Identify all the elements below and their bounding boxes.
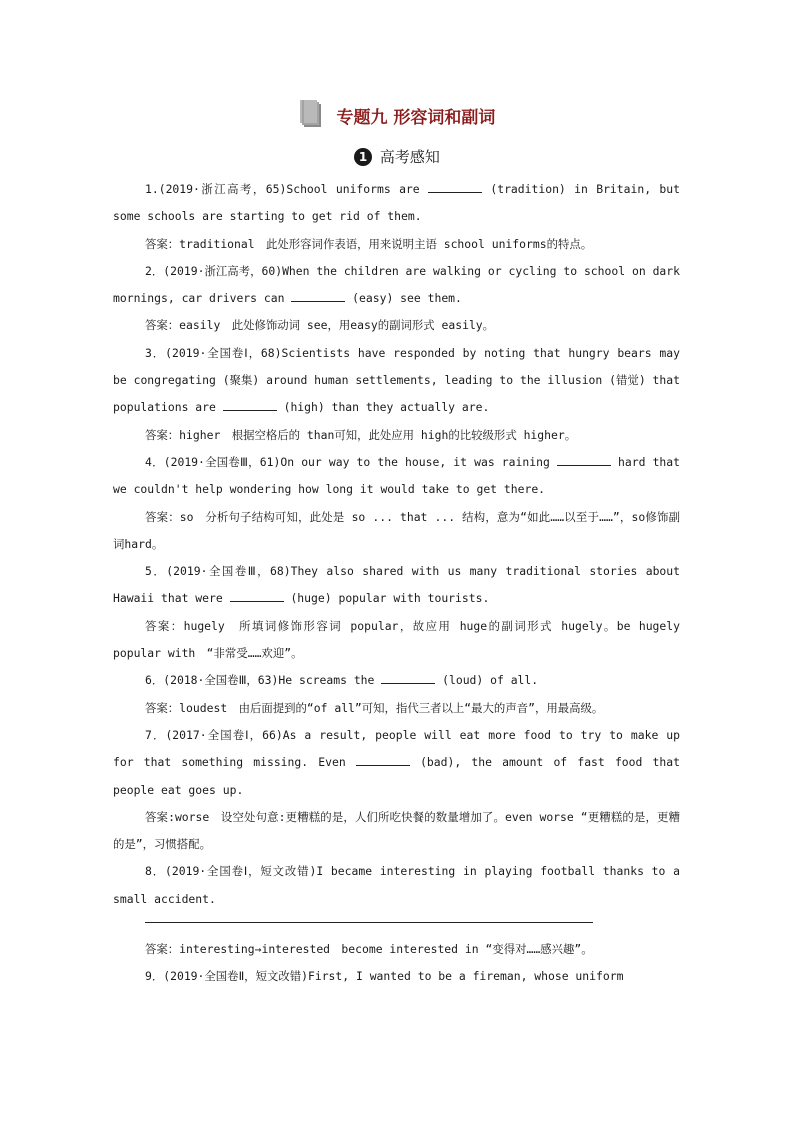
answer-1: 答案：traditional 此处形容词作表语，用来说明主语 school uniforms的特点。 xyxy=(145,236,593,251)
answer-4: 答案：so 分析句子结构可知，此处是 so ... that ... 结构，意为“如此……以至于……”，so修饰副词hard。 xyxy=(113,509,680,551)
question-5: 5．(2019·全国卷Ⅲ，68)They also shared with us many traditional stories about Hawaii that were (huge) popular with tourists. xyxy=(113,564,680,606)
question-2: 2．(2019·浙江高考，60)When the children are walking or cycling to school on dark mornings, car drivers can (easy) see them. xyxy=(113,263,680,306)
answer-blank xyxy=(557,454,611,466)
book-icon xyxy=(299,98,323,133)
answer-blank xyxy=(223,399,277,411)
exercise-list xyxy=(113,176,680,991)
question-9: 9．(2019·全国卷Ⅱ，短文改错)First, I wanted to be a fireman, whose uniform xyxy=(145,969,624,984)
answer-blank xyxy=(428,181,482,193)
correction-answer-line xyxy=(145,921,593,923)
answer-blank xyxy=(356,754,410,766)
answer-8: 答案：interesting→interested become interested in “变得对……感兴趣”。 xyxy=(145,942,593,957)
answer-7: 答案:worse 设空处句意:更糟糕的是，人们所吃快餐的数量增加了。even worse “更糟糕的是，更糟的是”，习惯搭配。 xyxy=(113,809,680,852)
question-6: 6．(2018·全国卷Ⅲ，63)He screams the (loud) of all. xyxy=(145,673,539,688)
answer-6: 答案：loudest 由后面提到的“of all”可知，指代三者以上“最大的声音”，用最高级。 xyxy=(145,700,604,715)
question-4: 4．(2019·全国卷Ⅲ，61)On our way to the house, it was raining hard that we couldn't help wondering how long it would take to get there. xyxy=(113,454,680,497)
question-7: 7．(2017·全国卷Ⅰ，66)As a result, people will eat more food to try to make up for that something missing. Even (bad), the amount of fast food that people eat goes up. xyxy=(113,727,680,797)
chapter-title: 专题九 形容词和副词 xyxy=(336,108,496,128)
question-3: 3．(2019·全国卷Ⅰ，68)Scientists have responded by noting that hungry bears may be congregating (聚集) around human settlements, leading to the illusion (错觉) that populations are (high) than they actually are. xyxy=(113,345,680,415)
question-8: 8．(2019·全国卷Ⅰ，短文改错)I became interesting in playing football thanks to a small accident. xyxy=(113,864,680,906)
answer-blank xyxy=(291,290,345,302)
answer-2: 答案：easily 此处修饰动词 see，用easy的副词形式 easily。 xyxy=(145,318,495,333)
chapter-title-row xyxy=(0,98,794,133)
question-1: 1.(2019·浙江高考，65)School uniforms are (tradition) in Britain, but some schools are starting to get rid of them. xyxy=(113,182,680,224)
section-label: 高考感知 xyxy=(379,148,440,166)
answer-5: 答案：hugely 所填词修饰形容词 popular，故应用 huge的副词形式 hugely。be hugely popular with “非常受……欢迎”。 xyxy=(113,618,680,661)
section-heading xyxy=(0,146,794,167)
answer-3: 答案：higher 根据空格后的 than可知，此处应用 high的比较级形式 higher。 xyxy=(145,427,577,442)
answer-blank xyxy=(230,590,284,602)
answer-blank xyxy=(381,672,435,684)
section-number-badge: 1 xyxy=(354,148,372,166)
